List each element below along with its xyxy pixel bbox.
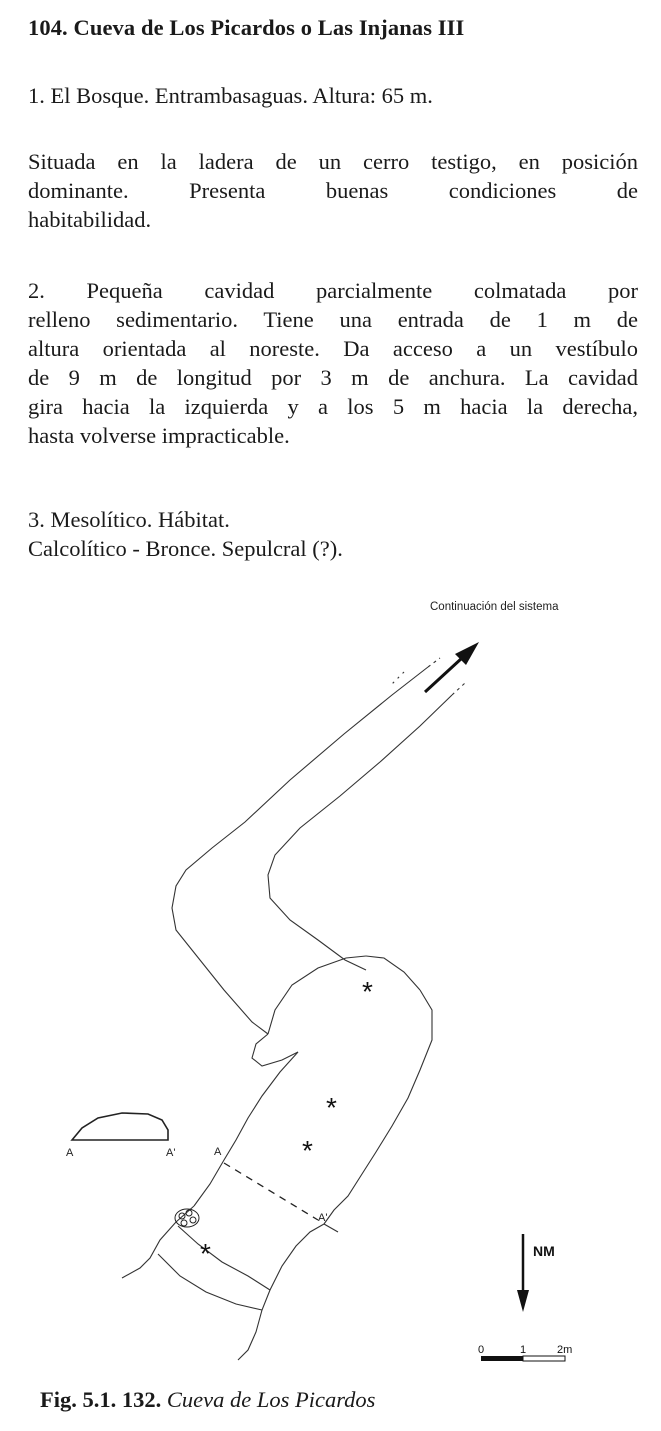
scale-label: 1 bbox=[520, 1344, 527, 1356]
profile-label-a-prime: A' bbox=[166, 1147, 176, 1159]
description-line: 2. Pequeña cavidad parcialmente colmatada por bbox=[28, 278, 638, 303]
caption-number: Fig. 5.1. 132. bbox=[40, 1387, 162, 1412]
caption-title: Cueva de Los Picardos bbox=[166, 1387, 376, 1412]
profile-label-a: A bbox=[66, 1147, 74, 1159]
find-marker-icon: * bbox=[326, 1092, 337, 1123]
find-markers bbox=[200, 976, 373, 1269]
situation-line: habitabilidad. bbox=[28, 207, 152, 232]
section-label-a-prime: A' bbox=[318, 1212, 328, 1224]
scale-label: 2m bbox=[557, 1344, 573, 1356]
scale-label: 0 bbox=[478, 1344, 485, 1356]
find-marker-icon: * bbox=[200, 1238, 211, 1269]
chronology-line: 3. Mesolítico. Hábitat. bbox=[28, 507, 230, 532]
situation-line: dominante. Presenta buenas condiciones de bbox=[28, 178, 638, 203]
find-marker-icon: * bbox=[302, 1135, 313, 1166]
section-label-a: A bbox=[214, 1146, 222, 1158]
description-line: de 9 m de longitud por 3 m de anchura. La cavidad bbox=[28, 365, 638, 390]
figure-caption bbox=[40, 1387, 375, 1413]
description-line: altura orientada al noreste. Da acceso a un vestíbulo bbox=[28, 336, 638, 361]
continuation-label: Continuación del sistema bbox=[430, 601, 559, 613]
north-label: NM bbox=[533, 1243, 555, 1259]
situation-line: Situada en la ladera de un cerro testigo, en posición bbox=[28, 149, 638, 174]
description-paragraph bbox=[28, 276, 638, 450]
cave-outline bbox=[122, 658, 465, 1360]
description-line: relleno sedimentario. Tiene una entrada de 1 m de bbox=[28, 307, 638, 332]
cave-plan-figure bbox=[0, 590, 661, 1380]
situation-paragraph bbox=[28, 147, 638, 234]
description-line: gira hacia la izquierda y a los 5 m hacia la derecha, bbox=[28, 394, 638, 419]
scale-bar bbox=[478, 1344, 572, 1361]
continuation-arrow bbox=[425, 642, 479, 692]
location-line: 1. El Bosque. Entrambasaguas. Altura: 65 m. bbox=[28, 83, 433, 108]
north-arrow bbox=[517, 1234, 555, 1312]
chronology-line: Calcolítico - Bronce. Sepulcral (?). bbox=[28, 536, 343, 561]
description-line: hasta volverse impracticable. bbox=[28, 423, 290, 448]
cross-section bbox=[66, 1113, 175, 1159]
entry-heading: 104. Cueva de Los Picardos o Las Injanas III bbox=[28, 15, 465, 40]
find-marker-icon: * bbox=[362, 976, 373, 1007]
